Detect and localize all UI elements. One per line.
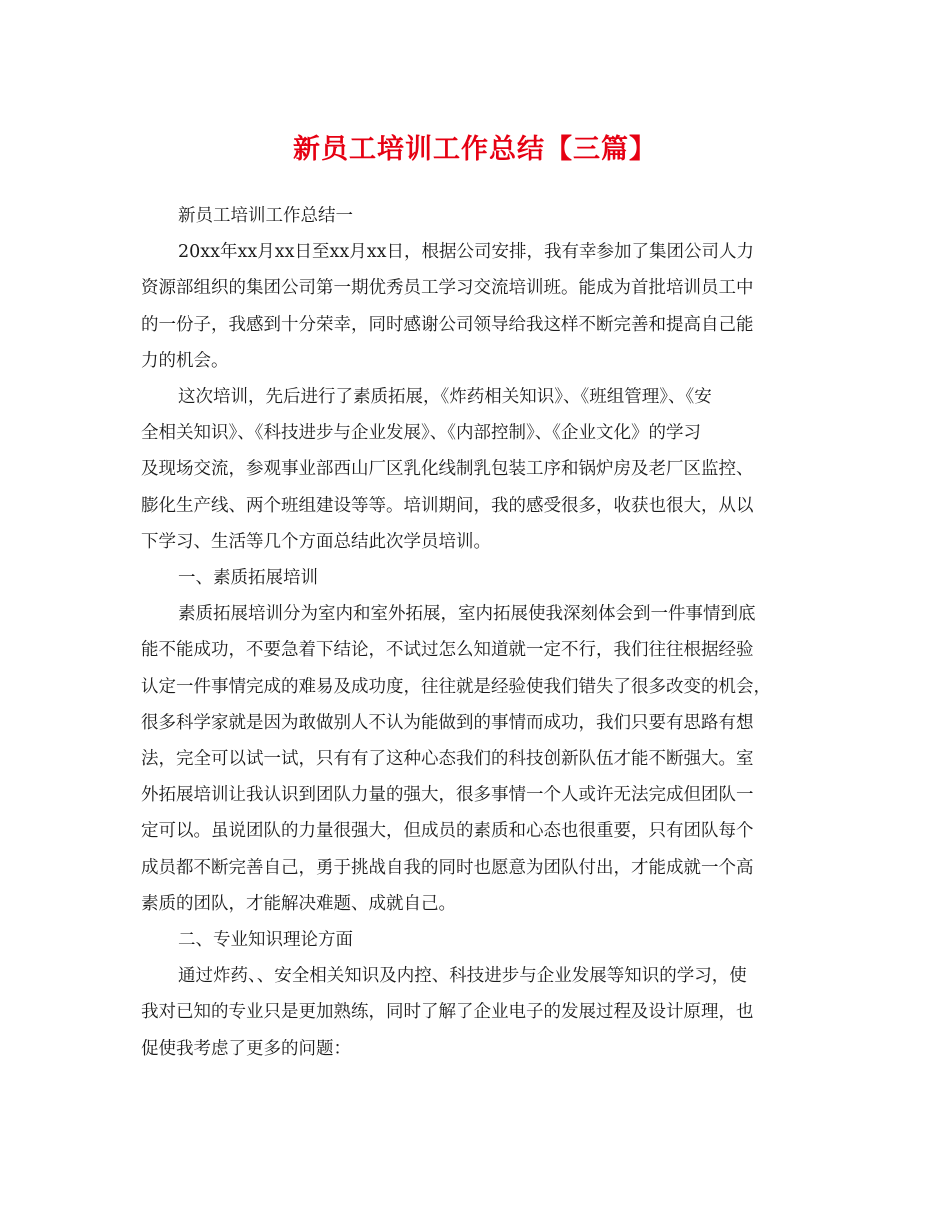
document-paragraph [141, 198, 813, 234]
document-paragraph [141, 596, 813, 922]
paragraph-line: 成员都不断完善自己，勇于挑战自我的同时也愿意为团队付出，才能成就一个高 [141, 857, 754, 878]
document-paragraph [141, 922, 813, 958]
paragraph-first-line: 通过炸药、、安全相关知识及内控、科技进步与企业发展等知识的学习，使 [178, 966, 747, 987]
paragraph-line: 资源部组织的集团公司第一期优秀员工学习交流培训班。能成为首批培训员工中 [141, 278, 754, 299]
paragraph-line: 下学习、生活等几个方面总结此次学员培训。 [141, 531, 491, 552]
paragraph-line: 定可以。虽说团队的力量很强大，但成员的素质和心态也很重要，只有团队每个 [141, 821, 754, 842]
paragraph-first-line: 素质拓展培训分为室内和室外拓展，室内拓展使我深刻体会到一件事情到底 [178, 604, 756, 625]
paragraph-line: 我对已知的专业只是更加熟练，同时了解了企业电子的发展过程及设计原理，也 [141, 1002, 754, 1023]
paragraph-line: 全相关知识》、《科技进步与企业发展》、《内部控制》、《企业文化》的学习 [141, 423, 701, 444]
document-paragraph [141, 958, 813, 1067]
paragraph-first-line: 新员工培训工作总结一 [178, 206, 353, 226]
paragraph-first-line: 20xx年xx月xx日至xx月xx日，根据公司安排，我有幸参加了集团公司人力 [178, 242, 754, 263]
paragraph-first-line: 这次培训，先后进行了素质拓展，《炸药相关知识》、《班组管理》、《安 [178, 387, 712, 408]
paragraph-line: 能不能成功，不要急着下结论，不试过怎么知道就一定不行，我们往往根据经验 [141, 640, 754, 661]
document-paragraph [141, 234, 813, 379]
paragraph-line: 膨化生产线、两个班组建设等等。培训期间，我的感受很多，收获也很大，从以 [141, 495, 754, 516]
paragraph-line: 外拓展培训让我认识到团队力量的强大，很多事情一个人或许无法完成但团队一 [141, 785, 754, 806]
paragraph-line: 认定一件事情完成的难易及成功度，往往就是经验使我们错失了很多改变的机会， [141, 676, 771, 697]
paragraph-line: 素质的团队，才能解决难题、成就自己。 [141, 893, 456, 914]
document-paragraph [141, 379, 813, 560]
paragraph-line: 很多科学家就是因为敢做别人不认为能做到的事情而成功，我们只要有思路有想 [141, 712, 754, 733]
paragraph-line: 法，完全可以试一试，只有有了这种心态我们的科技创新队伍才能不断强大。室 [141, 749, 754, 770]
paragraph-first-line: 二、专业知识理论方面 [178, 930, 353, 951]
document-paragraph [141, 560, 813, 596]
document-title: 新员工培训工作总结【三篇】 [293, 134, 657, 165]
paragraph-first-line: 一、素质拓展培训 [178, 568, 318, 589]
document-body [141, 198, 813, 1067]
paragraph-line: 促使我考虑了更多的问题： [141, 1038, 351, 1059]
paragraph-line: 及现场交流，参观事业部西山厂区乳化线制乳包装工序和锅炉房及老厂区监控、 [141, 459, 754, 480]
paragraph-line: 力的机会。 [141, 350, 229, 371]
paragraph-line: 的一份子，我感到十分荣幸，同时感谢公司领导给我这样不断完善和提高自己能 [141, 314, 754, 335]
